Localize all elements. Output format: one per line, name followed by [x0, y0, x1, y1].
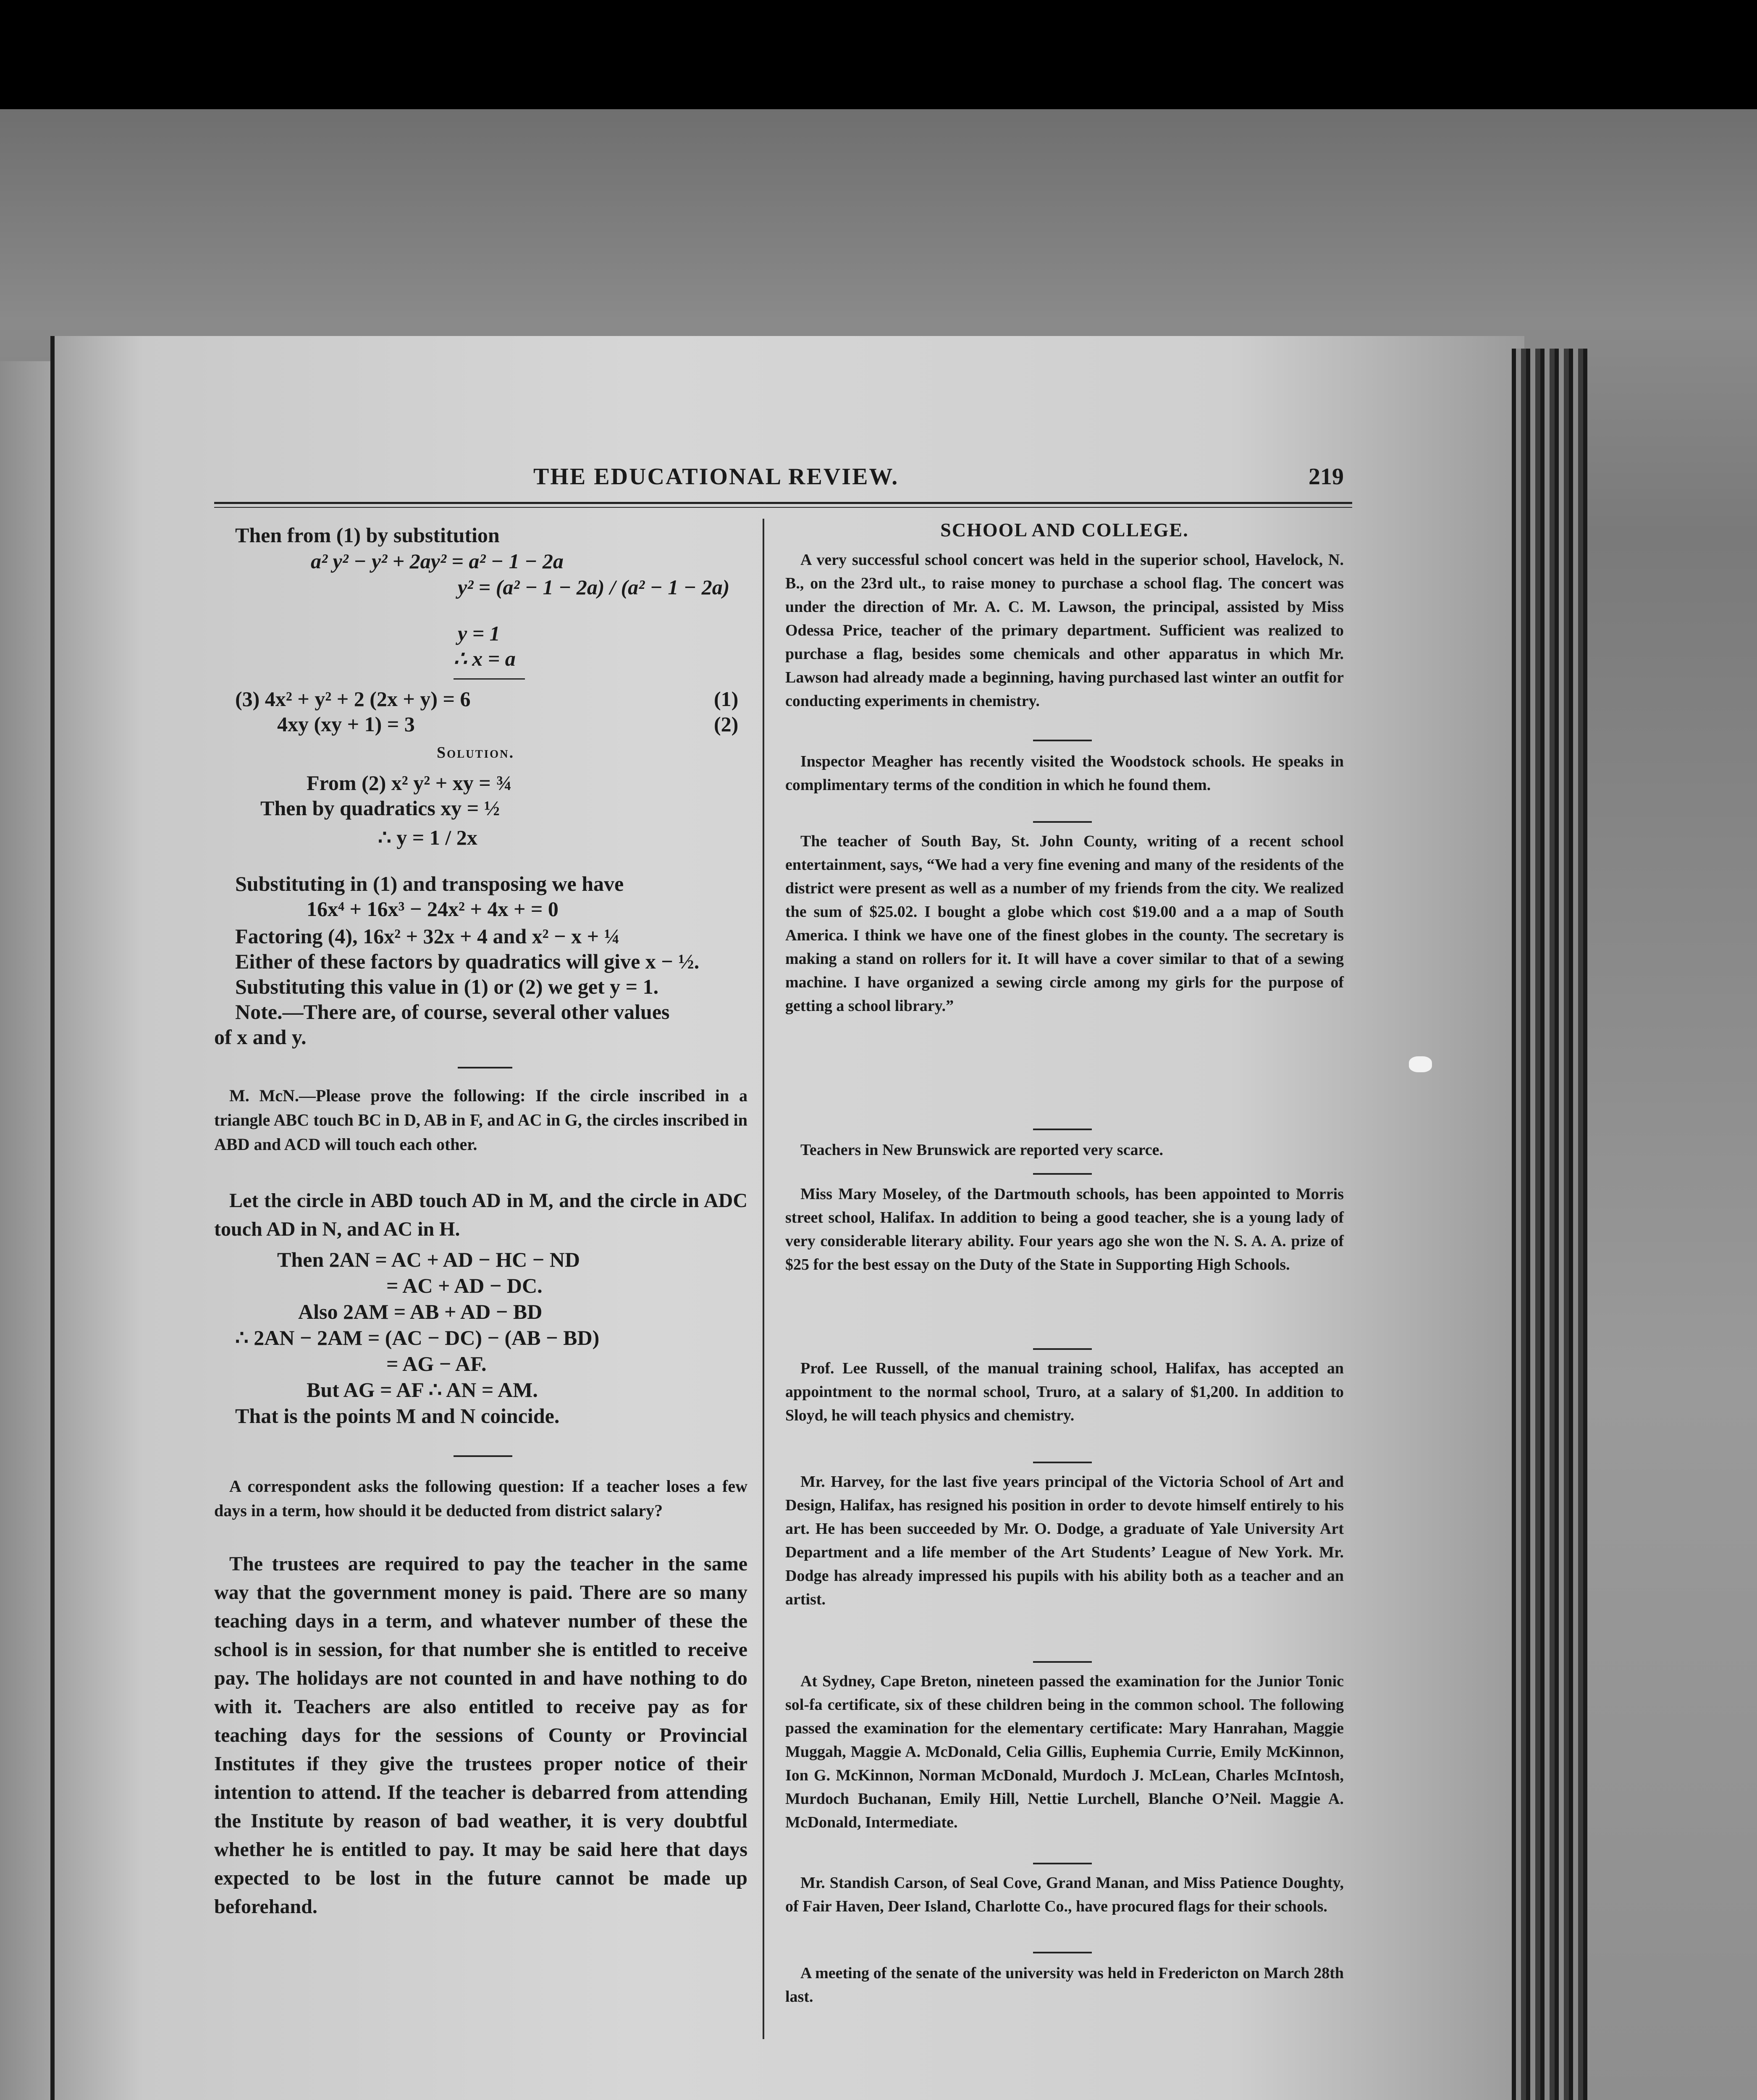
math-line: Substituting this value in (1) or (2) we get y = 1.: [235, 975, 659, 998]
page-content: [214, 456, 1352, 2052]
math-line: Note.—There are, of course, several other values: [235, 1000, 670, 1024]
math-line: Either of these factors by quadratics will give x − ½.: [235, 950, 700, 973]
math-line: y = 1: [458, 622, 500, 645]
separator: [1033, 1129, 1092, 1130]
proof-line: That is the points M and N coincide.: [235, 1404, 560, 1428]
header-rule: [214, 502, 1352, 504]
section-title: SCHOOL AND COLLEGE.: [940, 519, 1189, 541]
math-line: From (2) x² y² + xy = ¾: [307, 771, 512, 795]
answer-salary: The trustees are required to pay the teacher in the same way that the government money is paid. There are so many teaching days in a term, and whatever number of these the school is in session, for that number she is entitled to receive pay. The holidays are not counted in and have nothing to do with it. Teachers are also entitled to receive pay as for teaching days for the sessions of County or Provincial Institutes if they give the trustees proper notice of their intention to attend. If the teacher is debarred from attending the Institute by reason of bad weather, it is very doubtful whether he is entitled to pay. It may be said here that days expected to be lost in the future cannot be made up beforehand.: [214, 1553, 747, 1918]
left-column: [214, 519, 747, 2073]
separator: [1033, 1462, 1092, 1463]
proof-line: Also 2AM = AB + AD − BD: [298, 1300, 543, 1323]
news-item: Miss Mary Moseley, of the Dartmouth schools, has been appointed to Morris street school, Halifax. In addition to being a good teacher, she is a young lady of very considerable literary ability. Four years ago she won the N. S. A. A. prize of $25 for the best essay on the Duty of the State in Supporting High Schools.: [785, 1185, 1344, 1273]
math-line: ∴ y = 1 / 2x: [378, 826, 477, 849]
news-item: A meeting of the senate of the university was held in Fredericton on March 28th last.: [785, 1964, 1344, 2006]
running-title: THE EDUCATIONAL REVIEW.: [533, 464, 899, 490]
separator: [1033, 1173, 1092, 1175]
page-number: 219: [1309, 464, 1344, 490]
news-item: A very successful school concert was held in the superior school, Havelock, N. B., on the 23rd ult., to raise money to purchase a school flag. The concert was under the direction of Mr. A. C. M. Lawson, the principal, assisted by Miss Odessa Price, teacher of the primary department. Sufficient was realized to purchase a flag, besides some chemicals and other apparatus in which Mr. Lawson had already made a beginning, having purchased last winter an outfit for conducting experiments in chemistry.: [785, 551, 1344, 710]
equation-number: (1): [714, 687, 739, 711]
news-item: Prof. Lee Russell, of the manual training school, Halifax, has accepted an appointment to the normal school, Truro, at a salary of $1,200. In addition to Sloyd, he will teach physics and chemistry.: [785, 1360, 1344, 1424]
proof-line: ∴ 2AN − 2AM = (AC − DC) − (AB − BD): [235, 1326, 600, 1349]
column-divider: [763, 519, 764, 2039]
math-line: (3) 4x² + y² + 2 (2x + y) = 6: [235, 687, 471, 711]
proof-line: Then 2AN = AC + AD − HC − ND: [277, 1248, 580, 1271]
separator: [454, 1455, 512, 1457]
math-line: 4xy (xy + 1) = 3: [277, 712, 415, 736]
proof-line: But AG = AF ∴ AN = AM.: [307, 1378, 538, 1402]
news-item: Mr. Harvey, for the last five years principal of the Victoria School of Art and Design, Halifax, has resigned his position in order to devote himself entirely to his art. He has been succeeded by Mr. O. Dodge, a graduate of Yale University Art Department and a life member of the Art Students’ League of New York. Mr. Dodge has already impressed his pupils with his ability both as a teacher and an artist.: [785, 1473, 1344, 1608]
math-line: a² y² − y² + 2ay² = a² − 1 − 2a: [311, 549, 564, 573]
separator: [1033, 1661, 1092, 1663]
news-item: Mr. Standish Carson, of Seal Cove, Grand Manan, and Miss Patience Doughty, of Fair Haven, Deer Island, Charlotte Co., have procured flags for their schools.: [785, 1874, 1344, 1915]
math-line: Substituting in (1) and transposing we have: [235, 872, 624, 895]
query-salary: A correspondent asks the following question: If a teacher loses a few days in a term, how should it be deducted from district salary?: [214, 1477, 747, 1520]
page-header: [214, 456, 1352, 506]
news-item: At Sydney, Cape Breton, nineteen passed the examination for the Junior Tonic sol-fa certificate, six of these children being in the common school. The following passed the examination for the elementary certificate: Mary Hanrahan, Maggie Muggah, Maggie A. McDonald, Celia Gillis, Euphemia Currie, Emily McKinnon, Ion G. McKinnon, Norman McDonald, Murdoch J. McLean, Charles McIntosh, Murdoch Buchanan, Emily Hill, Nettie Lurchell, Blanche O’Neil. Maggie A. McDonald, Intermediate.: [785, 1672, 1344, 1831]
separator: [458, 1067, 512, 1068]
separator: [1033, 1348, 1092, 1350]
solution-heading: Solution.: [437, 744, 515, 761]
right-column: [785, 519, 1344, 2073]
news-item: The teacher of South Bay, St. John County, writing of a recent school entertainment, says, “We had a very fine evening and many of the residents of the district were present as well as a number of my friends from the city. We realized the sum of $25.02. I bought a globe which cost $19.00 and a a map of South America. I think we have one of the finest globes in the county. The secretary is making a stand on rollers for it. It will have a cover similar to that of a sewing machine. I have organized a sewing circle among my girls for the purpose of getting a school library.”: [785, 832, 1344, 1015]
math-line: 16x⁴ + 16x³ − 24x² + 4x + = 0: [307, 897, 559, 921]
news-item: Inspector Meagher has recently visited the Woodstock schools. He speaks in complimentary terms of the condition in which he found them.: [785, 753, 1344, 794]
math-line: of x and y.: [214, 1025, 307, 1049]
proof-intro: Let the circle in ABD touch AD in M, and the circle in ADC touch AD in N, and AC in H.: [214, 1189, 747, 1240]
news-item: Teachers in New Brunswick are reported very scarce.: [800, 1141, 1163, 1159]
proof-line: = AG − AF.: [386, 1352, 487, 1376]
query-mcn: M. McN.—Please prove the following: If the circle inscribed in a triangle ABC touch BC in D, AB in F, and AC in G, the circles inscribed in ABD and ACD will touch each other.: [214, 1086, 747, 1154]
math-line: y² = (a² − 1 − 2a) / (a² − 1 − 2a): [458, 575, 730, 599]
separator: [1033, 1863, 1092, 1864]
math-line: Factoring (4), 16x² + 32x + 4 and x² − x + ¼: [235, 924, 620, 948]
page-stack-edge: [1512, 349, 1587, 2100]
math-line: Then from (1) by substitution: [235, 523, 500, 547]
separator: [1033, 821, 1092, 823]
separator: [1033, 1952, 1092, 1953]
separator: [454, 678, 525, 680]
paper-blot: [1409, 1056, 1432, 1072]
math-line: ∴ x = a: [454, 647, 516, 670]
math-line: Then by quadratics xy = ½: [260, 796, 500, 820]
separator: [1033, 740, 1092, 741]
proof-line: = AC + AD − DC.: [386, 1274, 543, 1297]
equation-number: (2): [714, 712, 739, 736]
header-rule-thin: [214, 507, 1352, 508]
